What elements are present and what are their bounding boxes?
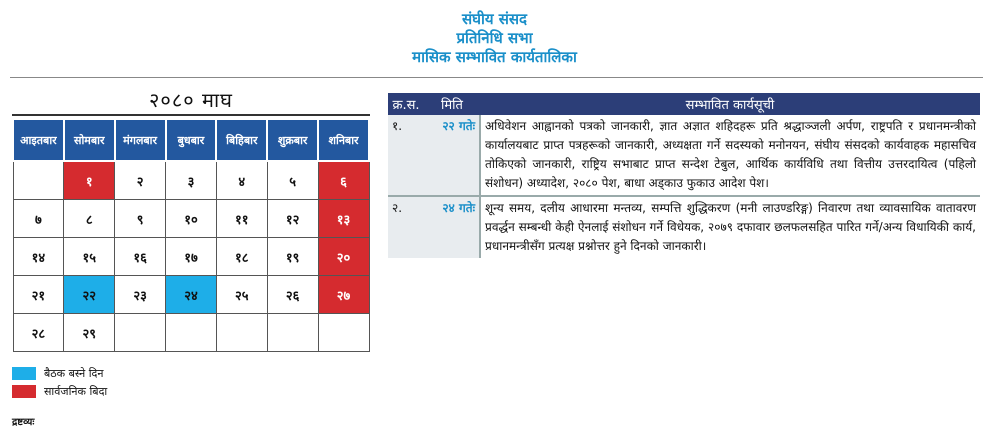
table-row <box>388 115 980 196</box>
weekday-friday: शुक्रबार <box>267 119 318 161</box>
legend-holiday-swatch <box>12 385 36 398</box>
day-cell: २९ <box>64 314 115 352</box>
day-cell: ४ <box>216 161 267 200</box>
schedule-date: २४ गतेः <box>424 196 480 258</box>
calendar-grid <box>12 118 370 352</box>
schedule-date: २२ गतेः <box>424 115 480 196</box>
day-cell <box>216 314 267 352</box>
day-cell: २५ <box>216 276 267 314</box>
weekday-saturday: शनिबार <box>318 119 369 161</box>
weekday-tuesday: मंगलबार <box>115 119 166 161</box>
weekday-sunday: आइतबार <box>13 119 64 161</box>
day-cell: ११ <box>216 200 267 238</box>
note-label: द्रष्टव्यः <box>12 417 35 428</box>
schedule-header-date: मिति <box>424 93 480 115</box>
document-header <box>0 10 989 67</box>
day-cell-holiday: २७ <box>318 276 369 314</box>
day-cell <box>267 314 318 352</box>
header-divider <box>10 77 983 78</box>
day-cell: १२ <box>267 200 318 238</box>
day-cell: २३ <box>115 276 166 314</box>
day-cell: ९ <box>115 200 166 238</box>
schedule-sn: १. <box>388 115 424 196</box>
day-cell-holiday: १ <box>64 161 115 200</box>
header-house: प्रतिनिधि सभा <box>456 29 533 47</box>
schedule-table <box>388 93 980 258</box>
day-cell-holiday: ६ <box>318 161 369 200</box>
schedule-header-sn: क्र.स. <box>388 93 424 115</box>
day-cell: २ <box>115 161 166 200</box>
day-cell: १९ <box>267 238 318 276</box>
schedule-agenda: अधिवेशन आह्वानको पत्रको जानकारी, ज्ञात अज्ञात शहिदहरू प्रति श्रद्धाञ्जली अर्पण, राष्ट्रपति र प्रधानमन्त्रीको कार्यालयबाट प्राप्त पत्रहरूको जानकारी, अध्यक्षता गर्ने सदस्यको मनोनयन, संघीय संसदको कार्यवाहक महासचिव तोकिएको जानकारी, राष्ट्रिय सभाबाट प्राप्त सन्देश टेबुल, आर्थिक कार्यविधि तथा वित्तीय उत्तरदायित्व (पहिलो संशोधन) अध्यादेश, २०८० पेश, बाधा अड्काउ फुकाउ आदेश पेश। <box>480 115 980 196</box>
day-cell: २८ <box>13 314 64 352</box>
header-parliament: संघीय संसद <box>461 10 528 28</box>
day-cell: २६ <box>267 276 318 314</box>
table-row <box>388 196 980 258</box>
day-cell <box>166 314 217 352</box>
schedule-sn: २. <box>388 196 424 258</box>
day-cell: २१ <box>13 276 64 314</box>
day-cell-meeting: २२ <box>64 276 115 314</box>
day-cell: १० <box>166 200 217 238</box>
day-cell-holiday: १३ <box>318 200 369 238</box>
day-cell: १५ <box>64 238 115 276</box>
header-schedule-title: मासिक सम्भावित कार्यतालिका <box>412 48 577 66</box>
legend-holiday-label: सार्वजनिक बिदा <box>44 385 108 398</box>
schedule-header-agenda: सम्भावित कार्यसूची <box>480 93 980 115</box>
day-cell <box>318 314 369 352</box>
day-cell: १८ <box>216 238 267 276</box>
legend-meeting-swatch <box>12 367 36 380</box>
day-cell <box>115 314 166 352</box>
weekday-wednesday: बुधबार <box>166 119 217 161</box>
weekday-monday: सोमबार <box>64 119 115 161</box>
schedule-agenda: शून्य समय, दलीय आधारमा मन्तव्य, सम्पत्ति शुद्धिकरण (मनी लाउण्डरिङ्ग) निवारण तथा व्यावसायिक वातावरण प्रवर्द्धन सम्बन्धी केही ऐनलाई संशोधन गर्ने विधेयक, २०७९ दफावार छलफलसहित पारित गर्ने/अन्य विधायिकी कार्य, प्रधानमन्त्रीसँग प्रत्यक्ष प्रश्नोत्तर हुने दिनको जानकारी। <box>480 196 980 258</box>
day-cell: ८ <box>64 200 115 238</box>
day-cell: ५ <box>267 161 318 200</box>
day-cell: १४ <box>13 238 64 276</box>
day-cell: ७ <box>13 200 64 238</box>
day-cell-holiday: २० <box>318 238 369 276</box>
day-cell-meeting: २४ <box>166 276 217 314</box>
day-cell: १७ <box>166 238 217 276</box>
legend-holiday <box>12 384 107 399</box>
day-cell: १६ <box>115 238 166 276</box>
legend-meeting <box>12 366 104 381</box>
calendar-month-title: २०८० माघ <box>12 86 370 116</box>
weekday-thursday: बिहिबार <box>216 119 267 161</box>
day-cell <box>13 161 64 200</box>
legend-meeting-label: बैठक बस्ने दिन <box>44 367 104 380</box>
day-cell: ३ <box>166 161 217 200</box>
